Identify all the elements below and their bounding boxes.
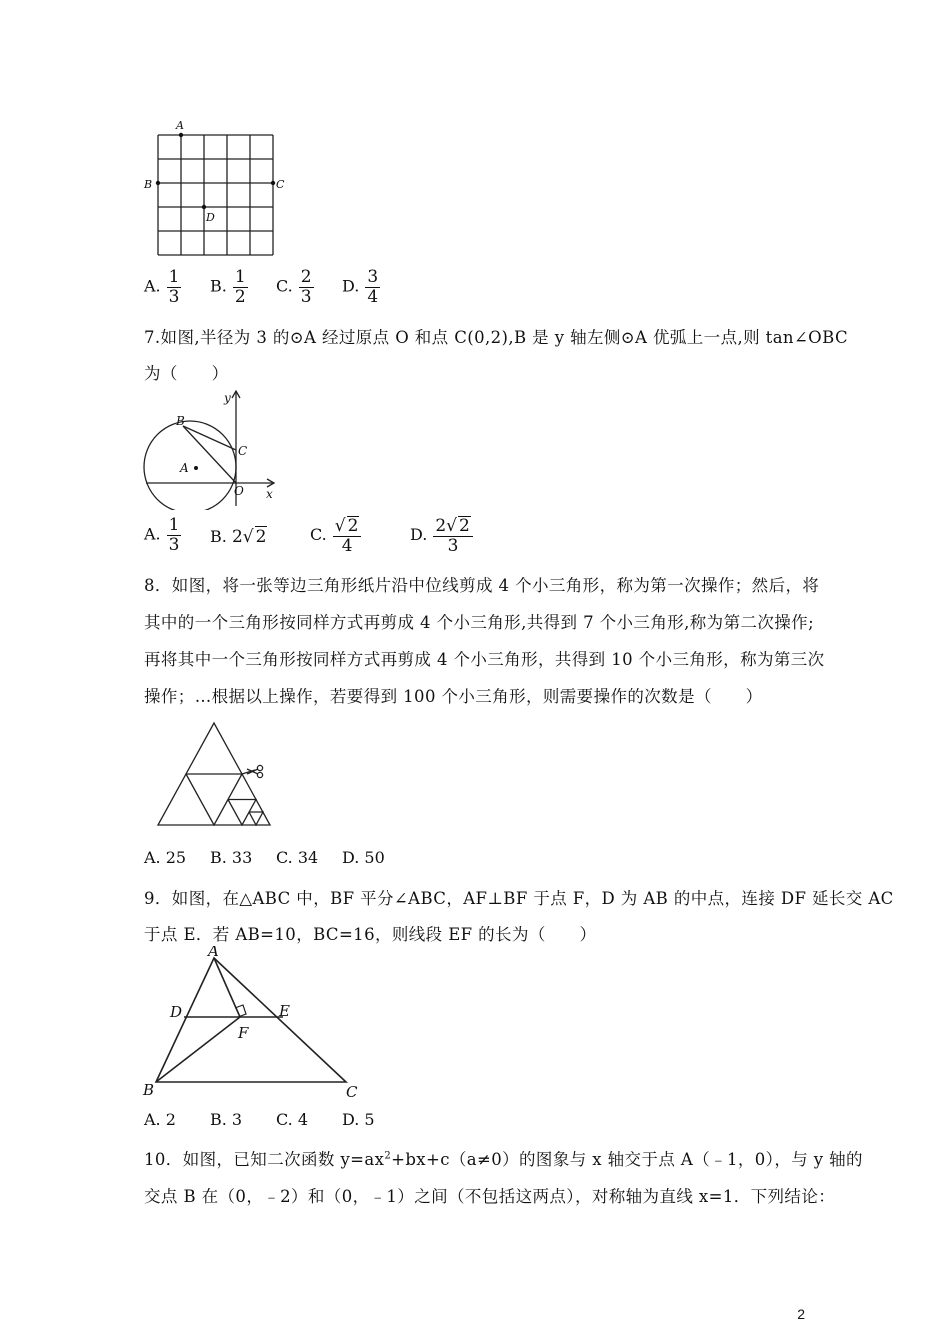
q8-line-1: 8．如图，将一张等边三角形纸片沿中位线剪成 4 个小三角形，称为第一次操作；然后，将 [144, 576, 820, 595]
q7-option-d[interactable]: D. $\frac{2√ 2}{3}$ [410, 516, 473, 555]
q7-line-1: 7.如图,半径为 3 的⊙A 经过原点 O 和点 C(0,2),B 是 y 轴左侧⊙A 优弧上一点,则 tan∠OBC [144, 328, 848, 347]
q7-label-C: C [238, 444, 248, 458]
q9-label-F: F [238, 1024, 249, 1042]
q8-option-a[interactable]: A. 25 [144, 848, 187, 867]
q7-option-c[interactable]: C. $\frac{√ 2}{4}$ [310, 516, 361, 555]
q9-label-E: E [279, 1002, 290, 1020]
q6-option-c[interactable]: C. $\frac{2}{3}$ [276, 267, 312, 307]
q6-option-d[interactable]: D. $\frac{3}{4}$ [342, 267, 379, 307]
q8-triangle-figure [150, 717, 280, 829]
page-number: 2 [797, 1306, 805, 1322]
q10-line-2: 交点 B 在（0，﹣2）和（0，﹣1）之间（不包括这两点），对称轴为直线 x=1．下列结论： [144, 1187, 836, 1206]
q6-option-a[interactable]: A. $\frac{1}{3}$ [144, 267, 180, 307]
q7-label-B: B [176, 414, 185, 428]
q9-label-C: C [346, 1083, 358, 1101]
q7-label-x: x [266, 487, 273, 501]
q7-line-2: 为（ ） [144, 364, 229, 383]
q7-circle-figure [142, 388, 287, 510]
q8-option-c[interactable]: C. 34 [276, 848, 319, 867]
q6-label-D: D [206, 211, 215, 224]
q6-grid-figure [140, 118, 290, 263]
q9-line-1: 9．如图，在△ABC 中，BF 平分∠ABC，AF⊥BF 于点 F，D 为 AB 的中点，连接 DF 延长交 AC [144, 889, 894, 908]
q8-option-b[interactable]: B. 33 [210, 848, 253, 867]
q9-option-a[interactable]: A. 2 [144, 1110, 176, 1129]
q9-line-2: 于点 E．若 AB=10，BC=16，则线段 EF 的长为（ ） [144, 925, 597, 944]
q6-option-b[interactable]: B. $\frac{1}{2}$ [210, 267, 246, 307]
q6-label-C: C [276, 178, 285, 191]
q7-label-y: y [224, 391, 231, 405]
q9-option-b[interactable]: B. 3 [210, 1110, 243, 1129]
q6-label-A: A [176, 119, 184, 132]
q7-label-O: O [234, 484, 244, 498]
q10-line-1: 10．如图，已知二次函数 $y=ax^2+bx+c(a\ne 0)$的图象与 x 轴交于点 A（﹣1，0），与 y 轴的 [144, 1150, 863, 1169]
q6-label-B: B [144, 178, 153, 191]
q8-line-2: 其中的一个三角形按同样方式再剪成 4 个小三角形,共得到 7 个小三角形,称为第二次操作; [144, 613, 815, 632]
q9-label-A: A [208, 946, 219, 960]
q8-line-3: 再将其中一个三角形按同样方式再剪成 4 个小三角形，共得到 10 个小三角形，称为第三次 [144, 650, 825, 669]
q9-option-d[interactable]: D. 5 [342, 1110, 375, 1129]
q9-triangle-figure [140, 946, 368, 1104]
q7-option-a[interactable]: A. $\frac{1}{3}$ [144, 515, 180, 555]
q8-line-4: 操作；…根据以上操作，若要得到 100 个小三角形，则需要操作的次数是（ ） [144, 687, 763, 706]
q9-label-B: B [143, 1081, 155, 1099]
q7-option-b[interactable]: B. 2√ 2 [210, 527, 267, 547]
q9-option-c[interactable]: C. 4 [276, 1110, 309, 1129]
q8-option-d[interactable]: D. 50 [342, 848, 385, 867]
q9-label-D: D [170, 1003, 183, 1021]
q7-label-A: A [180, 461, 189, 475]
